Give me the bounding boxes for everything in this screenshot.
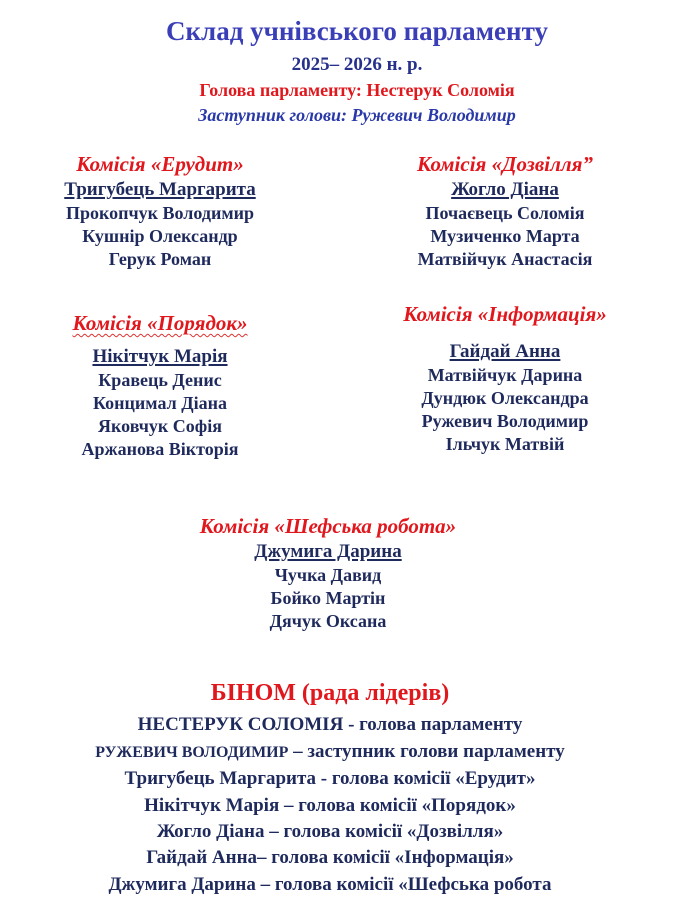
head-name: Нестерук Соломія [366, 80, 515, 100]
binom-role: - голова комісії «Ерудит» [316, 768, 536, 789]
parliament-head [0, 80, 674, 101]
member: Прокопчук Володимир [65, 203, 254, 223]
binom-role: – голова комісії «Інформація» [257, 847, 514, 868]
binom-name: Нікітчук Марія [144, 795, 280, 816]
document-title: Склад учнівського парламенту [166, 16, 548, 46]
binom-name: РУЖЕВИЧ ВОЛОДИМИР [95, 744, 289, 761]
binom-line [0, 795, 660, 817]
commission-leader: Гайдай Анна [449, 341, 561, 362]
binom-role: – голова комісії «Шефська робота [255, 874, 552, 895]
member: Дячук Оксана [269, 611, 387, 631]
commission-leader: Джумига Дарина [254, 541, 402, 562]
binom-name: Гайдай Анна [146, 847, 258, 868]
member: Бойко Мартін [270, 588, 386, 608]
commission-dozvillia [345, 152, 665, 270]
binom-name: НЕСТЕРУК СОЛОМІЯ [137, 714, 344, 735]
member: Концимал Діана [93, 393, 227, 413]
commission-erudyt [0, 152, 320, 270]
binom-line [0, 821, 660, 843]
binom-role: – заступник голови парламенту [288, 741, 565, 762]
commission-leader: Нікітчук Марія [92, 346, 228, 367]
member: Яковчук Софія [98, 416, 222, 436]
member: Кравець Денис [98, 370, 222, 390]
binom-role: – голова комісії «Порядок» [279, 795, 516, 816]
commission-poriadok [0, 311, 320, 460]
binom-line [0, 714, 660, 736]
binom-title: БІНОМ (рада лідерів) [210, 680, 450, 706]
member: Чучка Давид [274, 565, 382, 585]
head-label: Голова парламенту: [199, 80, 362, 100]
binom-line [0, 874, 660, 896]
binom-role: – голова комісії «Дозвілля» [264, 821, 504, 842]
commission-title: Комісія «Дозвілля” [417, 152, 593, 176]
commission-title: Комісія «Порядок» [72, 311, 248, 335]
member: Матвійчук Анастасія [417, 249, 593, 269]
member: Почаєвець Соломія [425, 203, 585, 223]
member: Матвійчук Дарина [427, 365, 583, 385]
binom-name: Жогло Діана [156, 821, 265, 842]
commission-title: Комісія «Інформація» [403, 302, 607, 326]
commission-title: Комісія «Шефська робота» [199, 514, 457, 538]
commission-shefska-robota [168, 514, 488, 632]
member: Ільчук Матвій [445, 434, 565, 454]
member: Музиченко Марта [430, 226, 580, 246]
binom-name: Джумига Дарина [108, 874, 256, 895]
commission-leader: Тригубець Маргарита [64, 179, 256, 200]
member: Дундюк Олександра [421, 388, 589, 408]
member: Герук Роман [108, 249, 212, 269]
binom-line [0, 847, 660, 869]
member: Аржанова Вікторія [81, 439, 239, 459]
member: Кушнір Олександр [82, 226, 238, 246]
binom-role: - голова парламенту [343, 714, 523, 735]
deputy-head: Заступник голови: Ружевич Володимир [198, 105, 516, 125]
school-year: 2025– 2026 н. р. [291, 54, 423, 75]
commission-title: Комісія «Ерудит» [76, 152, 244, 176]
binom-line [0, 741, 660, 763]
binom-name: Тригубець Маргарита [124, 768, 317, 789]
commission-informatsiia [345, 302, 665, 455]
commission-leader: Жогло Діана [451, 179, 559, 200]
binom-line [0, 768, 660, 790]
member: Ружевич Володимир [421, 411, 589, 431]
